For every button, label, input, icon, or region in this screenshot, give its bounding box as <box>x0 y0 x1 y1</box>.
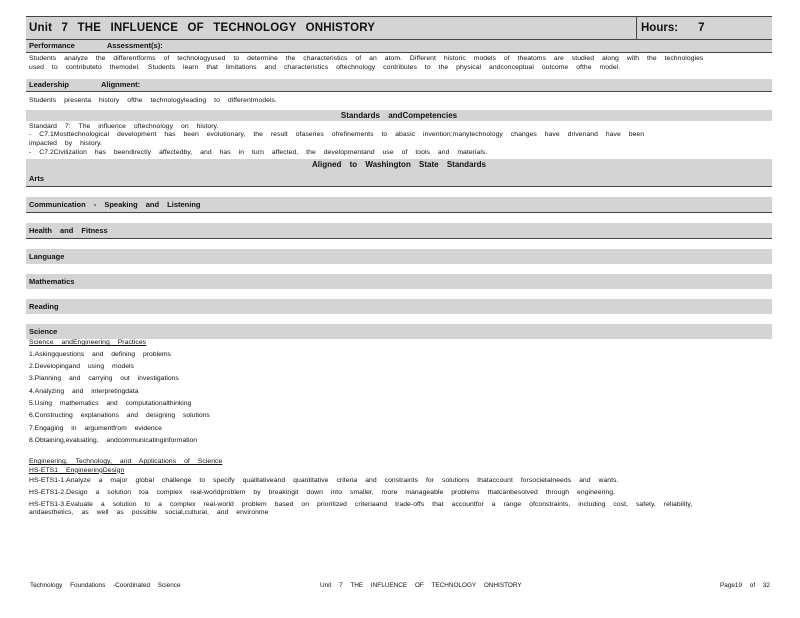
performance-line: Students analyze the differentforms of technologyused to determine the characteristics of an atom. Different historic models of theatoms are studied along with the technologies <box>29 55 704 62</box>
list-item: 8.Obtaining,evaluating, andcommunicatinginformation <box>29 436 198 444</box>
performance-label: Performance <box>29 41 75 50</box>
unit-document <box>26 16 772 519</box>
ets-line: HS-ETS1-1.Analyze a major global challenge to specify qualitativeand quantitative criteria and constraints for solutions thataccount forsocietalneeds and wants. <box>29 477 619 485</box>
language-section: Language <box>26 249 772 264</box>
practices-heading-text: Science andEngineering Practices <box>29 339 147 347</box>
list-item: 5.Using mathematics and computationalthinking <box>29 399 192 407</box>
alignment-label: Alignment: <box>101 80 141 90</box>
standard-line: - C7.1Mosttechnological development has been evolutionary, the result ofaseries ofrefinements to abasic invention;manytechnology changes have drivenand have been <box>29 131 645 139</box>
assessment-label: Assessment(s): <box>106 41 163 50</box>
practices-list <box>26 349 772 447</box>
performance-line: used to contributeto themodel. Students learn that limitations and characteristics oftechnology contributes to the physical andconceptual outcome ofthe model. <box>29 63 621 71</box>
hours-cell <box>636 17 704 39</box>
ets-line: HS-ETS1-3.Evaluate a solution to a complex real-world problem based on prioritized criteriaand trade-offs that accountfor a range ofconstraints, including cost, safety, reliability, <box>29 500 693 508</box>
list-item: 1.Askingquestions and defining problems <box>29 350 171 358</box>
hours-label: Hours: <box>641 22 679 34</box>
leadership-line: Students presenta history ofthe technologyleading to differentmodels. <box>29 97 277 105</box>
leadership-bar <box>26 79 772 92</box>
list-item: 6.Constructing explanations and designing solutions <box>29 412 210 420</box>
footer-left: Technology Foundations -Coordinated Science <box>30 582 181 589</box>
science-content <box>26 339 772 519</box>
unit-title: Unit 7 THE INFLUENCE OF TECHNOLOGY ONHISTORY <box>29 22 376 34</box>
footer-middle: Unit 7 THE INFLUENCE OF TECHNOLOGY ONHISTORY <box>320 582 522 589</box>
arts-label: Arts <box>29 174 45 184</box>
performance-bar <box>26 40 772 53</box>
ets-line: HS-ETS1-2.Design a solution toa complex real-worldproblem by breakingit down into smaller, more manageable problems thatcanbesolved through engineering. <box>29 488 616 496</box>
eta-block <box>26 457 772 519</box>
performance-text <box>26 53 772 74</box>
standard-line: Standard 7: The influence oftechnology on history. <box>29 122 219 130</box>
standard-line: - C7.2Civilization has beendirectly affectedby, and has in turn affected, the developmentand use of tools and materials. <box>29 148 488 156</box>
practices-heading <box>26 339 772 349</box>
mathematics-section: Mathematics <box>26 274 772 289</box>
standards-heading: Standards andCompetencies <box>26 110 772 121</box>
list-item: 7.Engaging in argumentfrom evidence <box>29 424 162 432</box>
health-section: Health and Fitness <box>26 223 772 239</box>
list-item: 4.Analyzing and interpretingdata <box>29 387 139 395</box>
hours-value: 7 <box>698 22 705 34</box>
leadership-text <box>26 92 772 110</box>
science-section: Science <box>26 324 772 339</box>
aligned-heading: Aligned to Washington State Standards <box>312 160 486 170</box>
unit-header <box>26 16 772 40</box>
aligned-arts-bar <box>26 159 772 187</box>
page-number: Page19 of 32 <box>719 582 770 589</box>
list-item: 2.Developingand using models <box>29 363 134 371</box>
reading-section: Reading <box>26 299 772 314</box>
ets-line: andaesthetics, as well as possible social,cultural, and environme <box>29 509 269 517</box>
ets-heading: HS-ETS1 EngineeringDesign <box>29 466 125 474</box>
eta-heading: Engineering, Technology, and Applications of Science <box>29 458 223 466</box>
standards-text <box>26 121 772 159</box>
communication-section: Communication - Speaking and Listening <box>26 197 772 213</box>
list-item: 3.Planning and carrying out investigations <box>29 375 179 383</box>
leadership-label: Leadership <box>29 80 70 90</box>
standard-line: impacted by history. <box>29 139 102 147</box>
